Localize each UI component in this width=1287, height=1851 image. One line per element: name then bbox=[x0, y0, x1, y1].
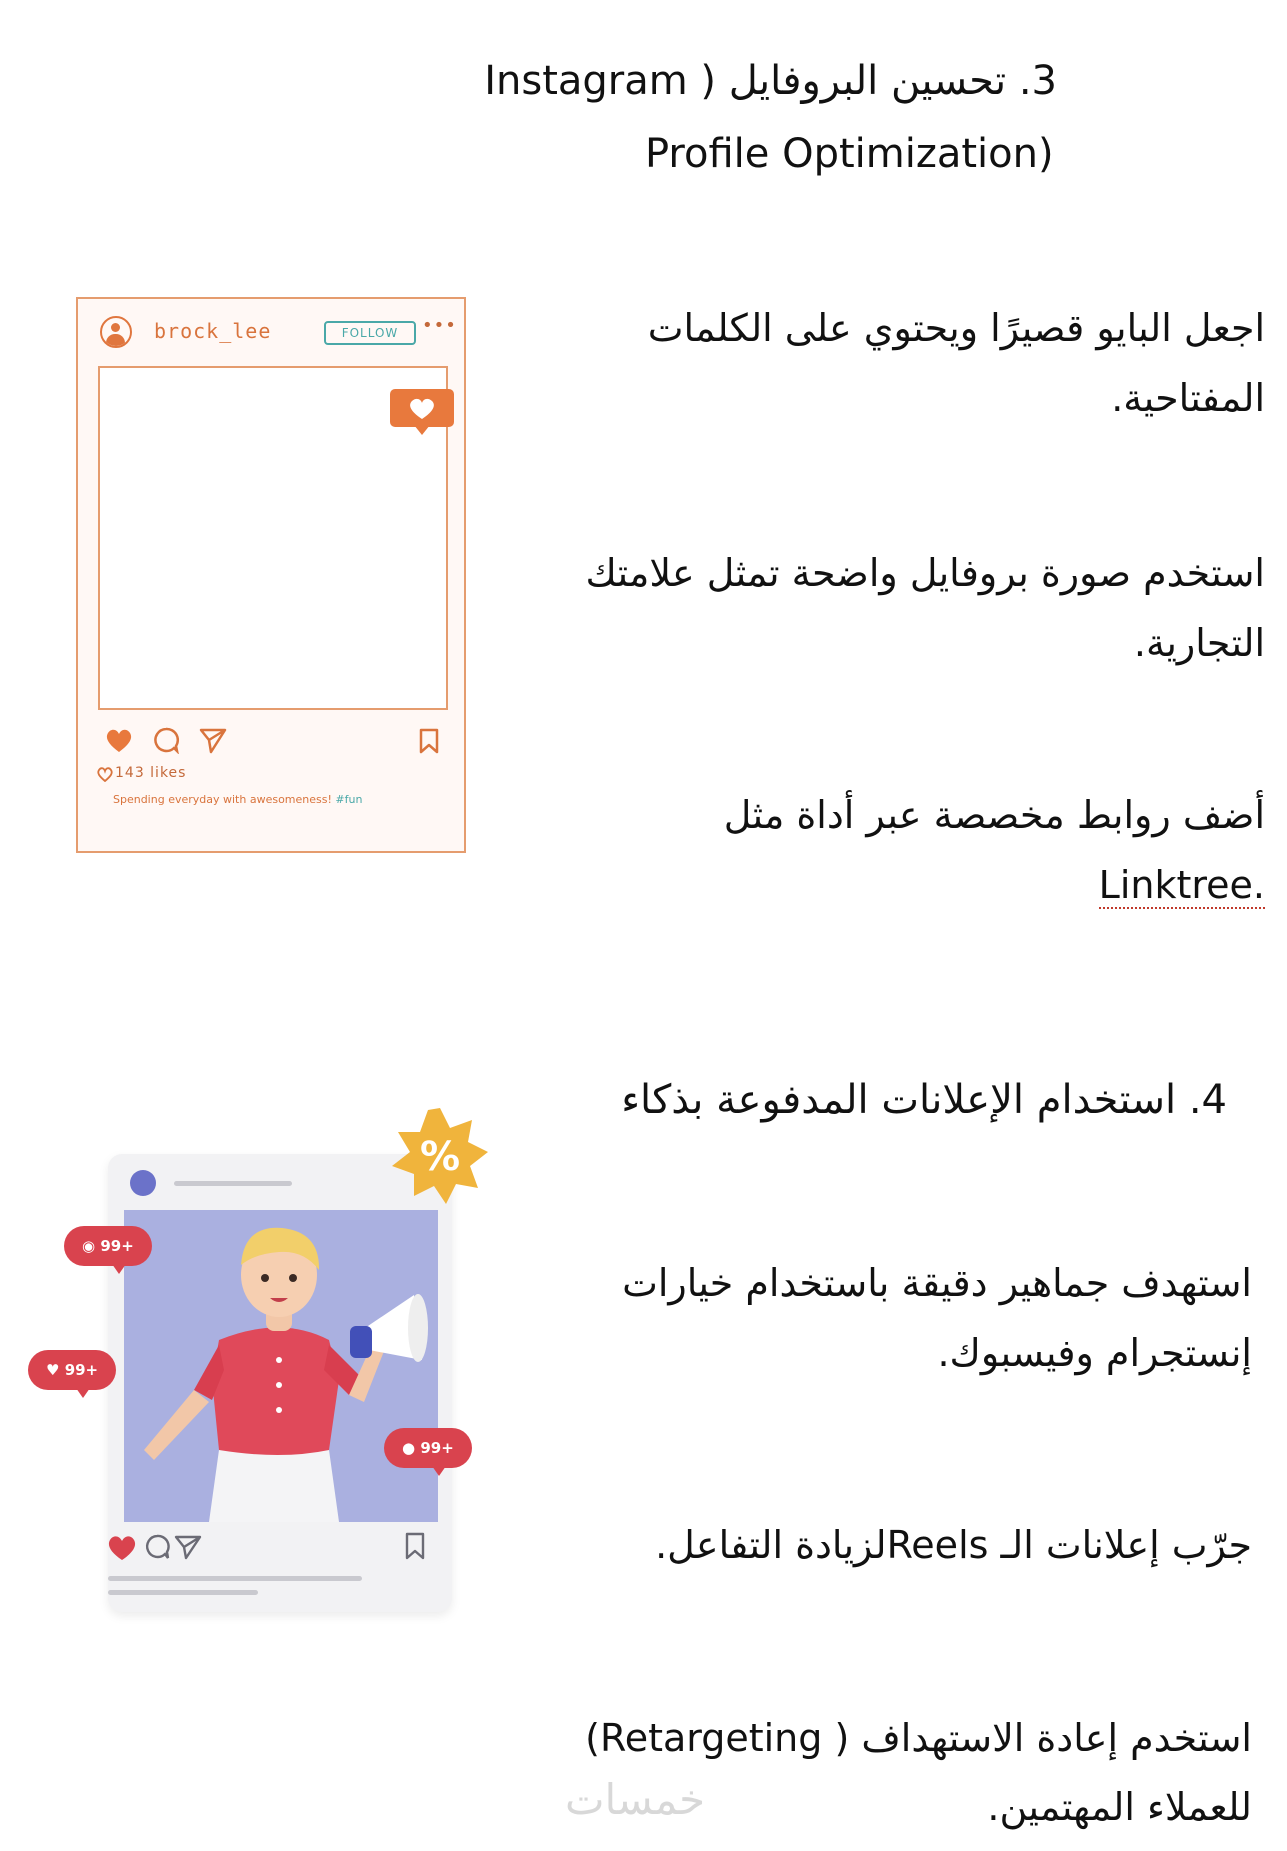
discount-badge-icon bbox=[388, 1104, 492, 1208]
tip-reels: جرّب إعلانات الـ Reelsلزيادة التفاعل. bbox=[655, 1523, 1252, 1567]
likes-badge bbox=[28, 1350, 116, 1390]
likes-count-badge: 99+ bbox=[64, 1361, 99, 1379]
followers-count: 99+ bbox=[420, 1439, 454, 1457]
eye-icon: ◉ bbox=[82, 1237, 96, 1255]
tip-retargeting-line1: استخدم إعادة الاستهداف ( Retargeting) bbox=[585, 1716, 1252, 1760]
section-3-heading-line1: 3. تحسين البروفايل ( Instagram bbox=[484, 58, 1057, 104]
likes-count: 143 likes bbox=[115, 765, 187, 781]
header-line bbox=[174, 1181, 292, 1186]
bookmark-icon bbox=[418, 728, 440, 754]
watermark: خمسات bbox=[565, 1775, 706, 1824]
section-3-heading-line2: Profile Optimization) bbox=[645, 131, 1054, 177]
follow-button: FOLLOW bbox=[324, 321, 416, 345]
tip-links-line1: أضف روابط مخصصة عبر أداة مثل bbox=[723, 793, 1265, 837]
tip-profile-photo-line2: التجارية. bbox=[1133, 621, 1265, 665]
tip-retargeting-line2: للعملاء المهتمين. bbox=[987, 1785, 1252, 1829]
linktree-word: Linktree. bbox=[1098, 863, 1265, 907]
promo-illustration bbox=[124, 1210, 438, 1522]
caption-text: Spending everyday with awesomeness! bbox=[113, 793, 332, 806]
caption-hashtag: #fun bbox=[335, 793, 363, 806]
avatar-icon bbox=[100, 316, 132, 348]
user-icon: ● bbox=[402, 1439, 416, 1457]
heart-icon: ♥ bbox=[46, 1361, 60, 1379]
woman-with-megaphone-illustration bbox=[124, 1210, 438, 1522]
likes-heart-icon bbox=[96, 766, 114, 782]
post-username: brock_lee bbox=[154, 319, 272, 343]
tip-targeting-line1: استهدف جماهير دقيقة باستخدام خيارات bbox=[622, 1261, 1252, 1305]
more-options-icon: ••• bbox=[422, 315, 457, 336]
tip-targeting-line2: إنستجرام وفيسبوك. bbox=[937, 1331, 1252, 1375]
bookmark-icon bbox=[404, 1532, 426, 1560]
comment-icon bbox=[144, 1534, 170, 1560]
heart-icon bbox=[106, 1532, 138, 1562]
discount-symbol: % bbox=[419, 1134, 461, 1180]
footer-line-1 bbox=[108, 1576, 362, 1581]
tip-bio-line2: المفتاحية. bbox=[1111, 376, 1265, 420]
footer-line-2 bbox=[108, 1590, 258, 1595]
instagram-post-mockup bbox=[76, 297, 466, 853]
share-icon bbox=[174, 1534, 202, 1560]
tip-links-line2 bbox=[1099, 850, 1265, 920]
views-count: 99+ bbox=[100, 1237, 134, 1255]
heart-icon bbox=[390, 389, 454, 427]
post-caption bbox=[113, 793, 362, 806]
heart-icon bbox=[104, 726, 134, 754]
ad-post-mockup bbox=[108, 1154, 452, 1612]
tip-profile-photo-line1: استخدم صورة بروفايل واضحة تمثل علامتك bbox=[585, 551, 1265, 595]
comment-icon bbox=[152, 726, 180, 754]
avatar-dot bbox=[130, 1170, 156, 1196]
views-badge bbox=[64, 1226, 152, 1266]
like-notification-badge bbox=[390, 389, 454, 427]
share-icon bbox=[198, 726, 228, 754]
followers-badge bbox=[384, 1428, 472, 1468]
section-4-heading: 4. استخدام الإعلانات المدفوعة بذكاء bbox=[621, 1077, 1227, 1123]
tip-bio-line1: اجعل البايو قصيرًا ويحتوي على الكلمات bbox=[647, 306, 1265, 350]
